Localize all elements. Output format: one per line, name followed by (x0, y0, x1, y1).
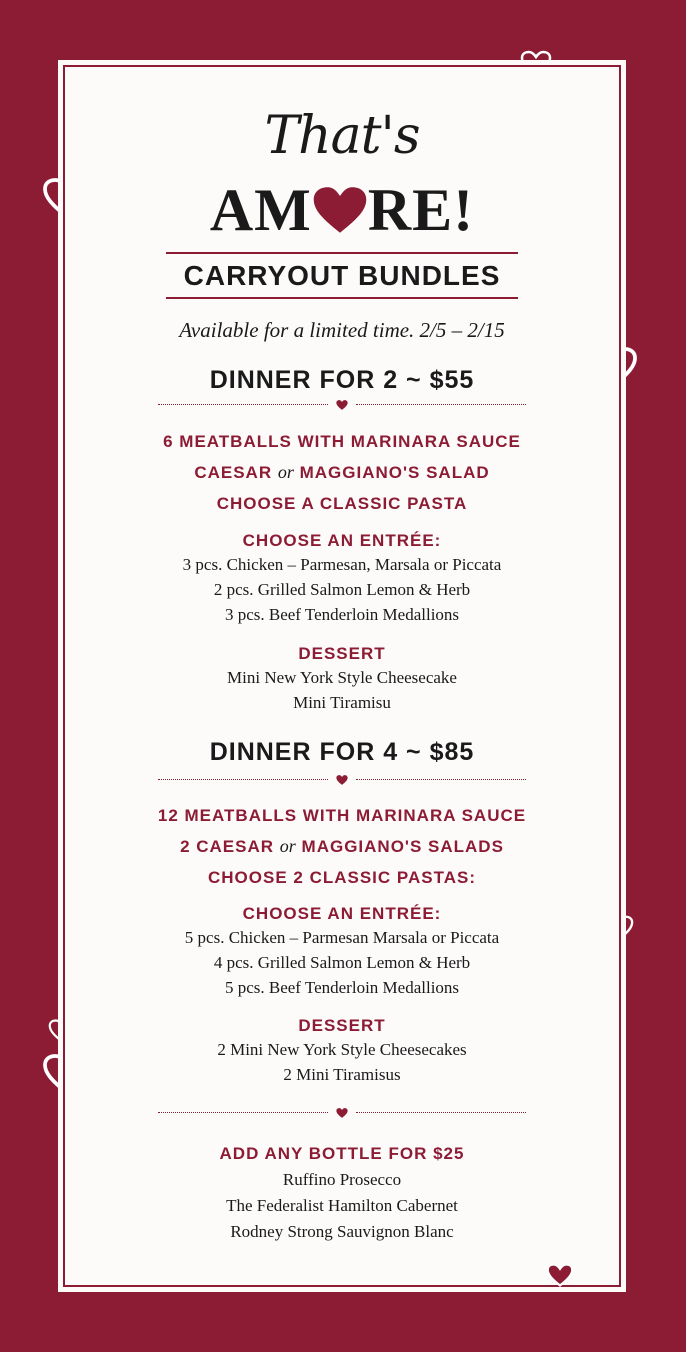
bottle-heading: ADD ANY BOTTLE FOR $25 (219, 1144, 465, 1163)
dinner-for-2-title: DINNER FOR 2 ~ $55 (209, 366, 475, 394)
dinner2-dessert-heading: DESSERT (298, 644, 386, 663)
title-rule-bottom (166, 297, 518, 299)
dinner4-dessert-item: 2 Mini Tiramisus (283, 1065, 401, 1084)
heart-icon (336, 1107, 348, 1119)
dinner2-dessert-item: Mini New York Style Cheesecake (227, 668, 457, 687)
salad-option-b: MAGGIANO'S SALADS (301, 837, 504, 856)
amore-right: RE! (367, 177, 475, 243)
dinner4-salad (58, 836, 626, 857)
dinner4-entree-item: 5 pcs. Chicken – Parmesan Marsala or Piccata (184, 928, 500, 947)
menu-card (58, 60, 626, 1292)
or-word: or (277, 462, 294, 482)
dinner2-pasta: CHOOSE A CLASSIC PASTA (216, 494, 468, 513)
dinner4-dessert-item: 2 Mini New York Style Cheesecakes (217, 1040, 467, 1059)
dinner4-entree-item: 5 pcs. Beef Tenderloin Medallions (224, 978, 460, 997)
section-divider (158, 1107, 526, 1119)
dinner2-entree-item: 3 pcs. Beef Tenderloin Medallions (224, 605, 460, 624)
dinner2-entree-heading: CHOOSE AN ENTRÉE: (242, 531, 442, 550)
dinner2-meatballs: 6 MEATBALLS WITH MARINARA SAUCE (163, 432, 521, 451)
section-divider (158, 399, 526, 411)
dinner2-entree-item: 3 pcs. Chicken – Parmesan, Marsala or Piccata (182, 555, 502, 574)
dinner-for-4-title: DINNER FOR 4 ~ $85 (209, 738, 475, 766)
heart-icon (546, 1262, 574, 1288)
dinner4-meatballs: 12 MEATBALLS WITH MARINARA SAUCE (157, 806, 527, 825)
amore-title (58, 178, 626, 242)
salad-option-a: CAESAR (194, 463, 273, 482)
title-rule-top (166, 252, 518, 254)
bottle-item: Rodney Strong Sauvignon Blanc (230, 1222, 454, 1241)
dinner4-dessert-heading: DESSERT (298, 1016, 386, 1035)
salad-option-b: MAGGIANO'S SALAD (299, 463, 490, 482)
bottle-item: Ruffino Prosecco (282, 1170, 402, 1189)
carryout-bundles-title: CARRYOUT BUNDLES (183, 260, 501, 291)
amore-left: AM (209, 177, 312, 243)
availability-note: Available for a limited time. 2/5 – 2/15 (179, 318, 505, 342)
heart-icon (336, 399, 348, 411)
dinner4-entree-heading: CHOOSE AN ENTRÉE: (242, 904, 442, 923)
or-word: or (279, 836, 296, 856)
script-title: That's (264, 106, 420, 166)
dinner2-salad (58, 462, 626, 483)
section-divider (158, 774, 526, 786)
dinner2-entree-item: 2 pcs. Grilled Salmon Lemon & Herb (213, 580, 471, 599)
heart-letter-icon (312, 184, 368, 236)
dinner4-pasta: CHOOSE 2 CLASSIC PASTAS: (207, 868, 476, 887)
dinner2-dessert-item: Mini Tiramisu (293, 693, 391, 712)
bottle-item: The Federalist Hamilton Cabernet (226, 1196, 458, 1215)
dinner4-entree-item: 4 pcs. Grilled Salmon Lemon & Herb (213, 953, 471, 972)
heart-icon (336, 774, 348, 786)
salad-option-a: 2 CAESAR (180, 837, 275, 856)
